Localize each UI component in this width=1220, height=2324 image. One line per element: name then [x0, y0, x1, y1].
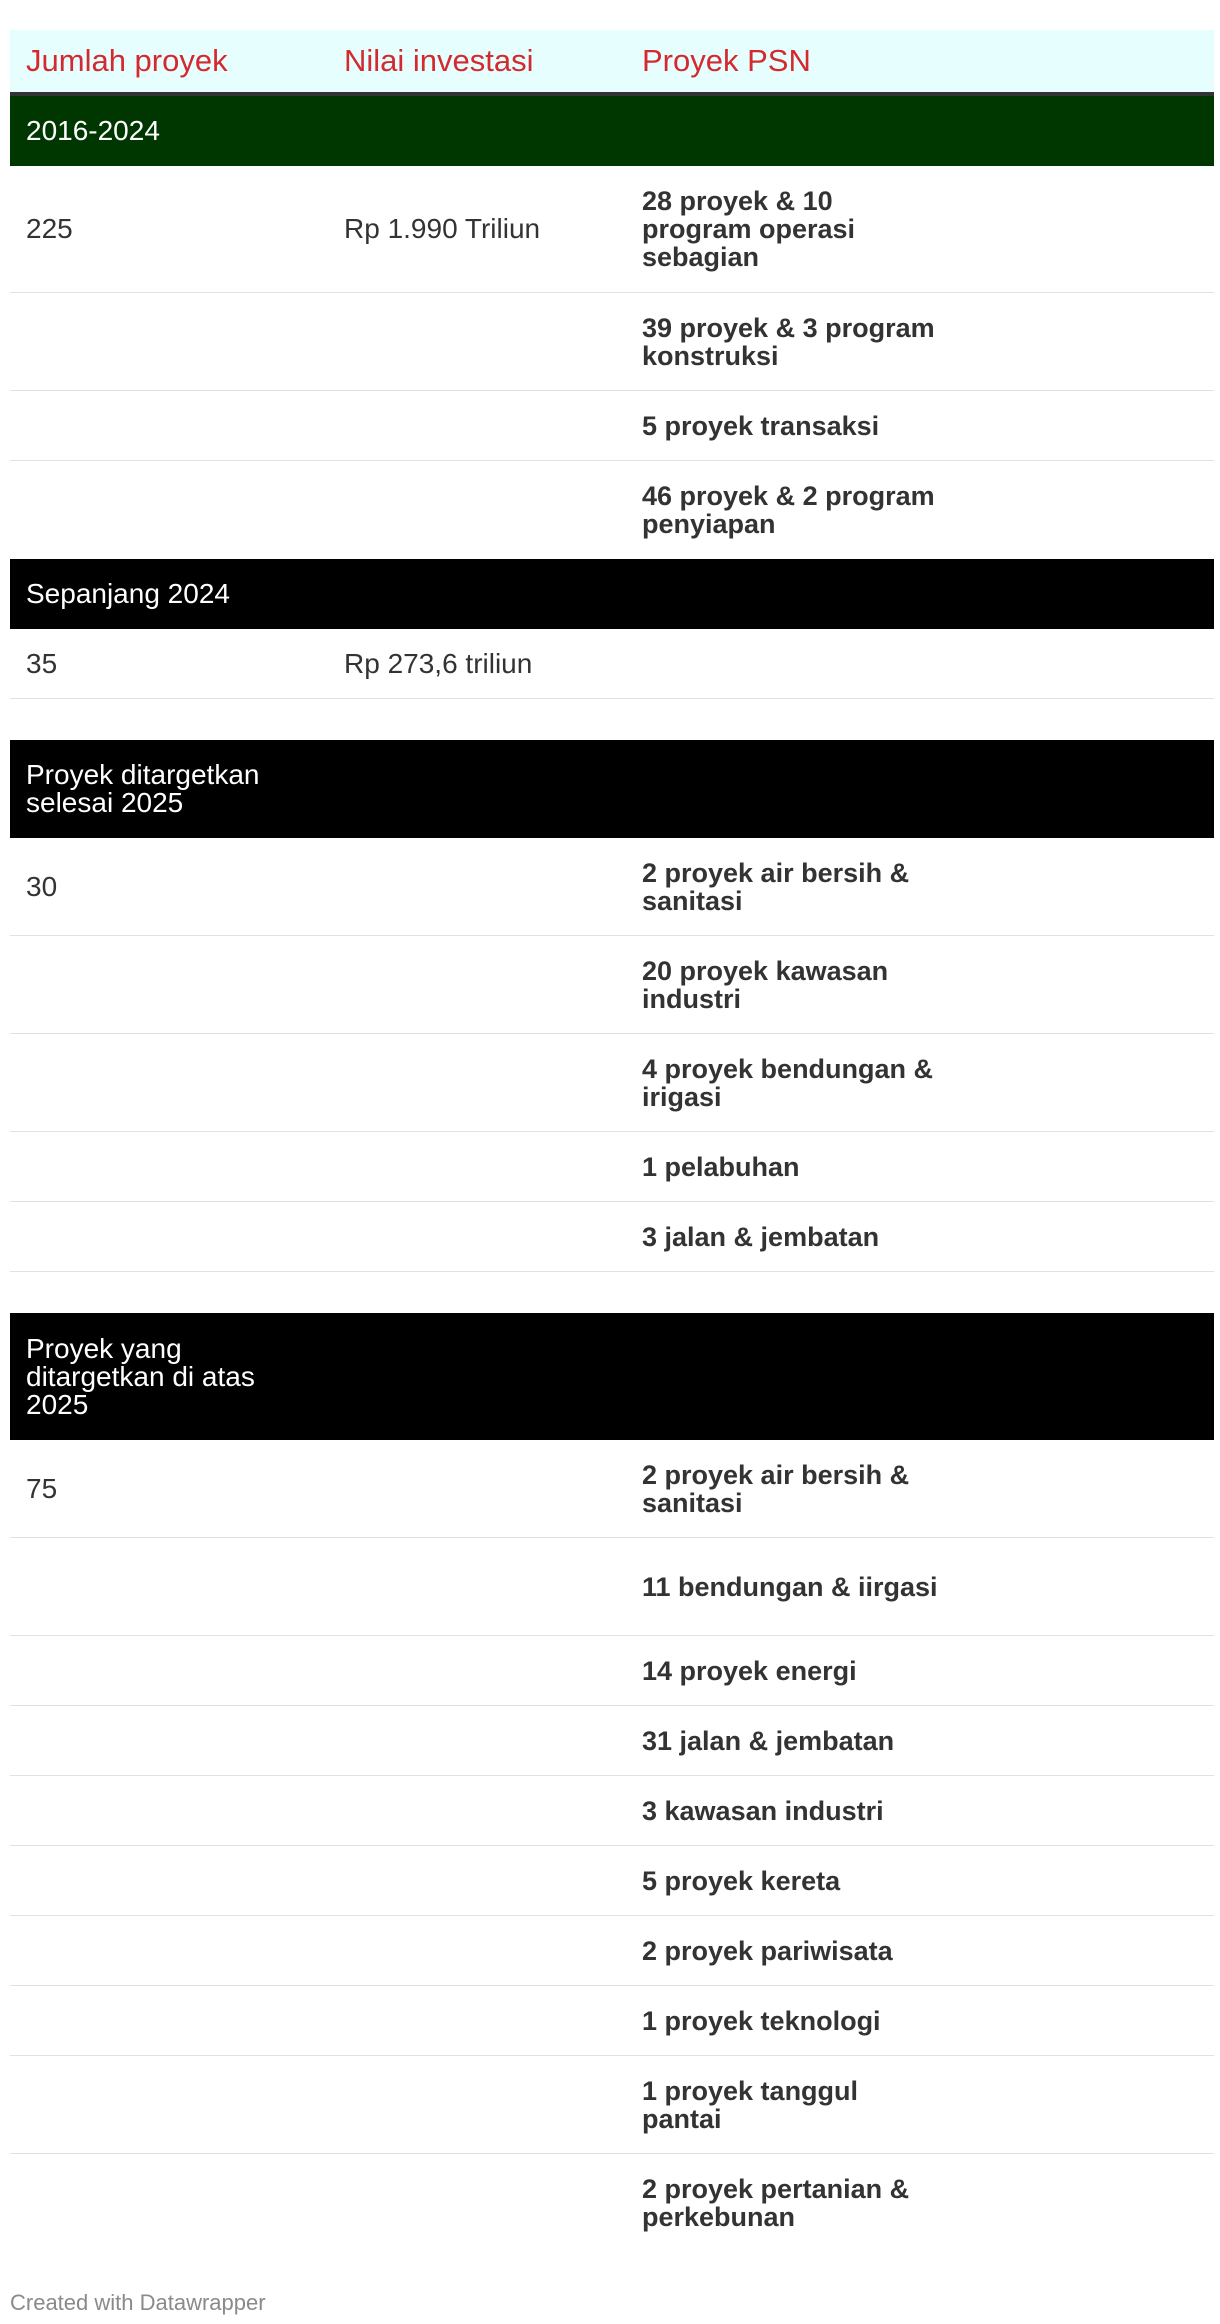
- group-label: 2016-2024: [26, 115, 160, 146]
- group-label: Proyek ditargetkan selesai 2025: [26, 759, 260, 818]
- table-row: [10, 1846, 1214, 1916]
- table-row: [10, 1440, 1214, 1538]
- cell-proyek: 14 proyek energi: [642, 1655, 857, 1686]
- table-row: [10, 1132, 1214, 1202]
- header-nilai-investasi[interactable]: Nilai investasi: [344, 43, 534, 78]
- cell-proyek: 28 proyek & 10 program operasi sebagian: [642, 186, 856, 272]
- table-row: [10, 936, 1214, 1034]
- cell-jumlah: 75: [26, 1472, 58, 1504]
- table-row: [10, 1202, 1214, 1272]
- table-row: [10, 2056, 1214, 2154]
- table-row: [10, 293, 1214, 391]
- footer-credit: Created with Datawrapper: [10, 2290, 266, 2315]
- cell-jumlah: 225: [26, 213, 73, 244]
- table-row: [10, 461, 1214, 559]
- cell-jumlah: 35: [26, 647, 58, 679]
- table-row: [10, 629, 1214, 699]
- header-proyek-psn[interactable]: Proyek PSN: [642, 43, 811, 78]
- table-row: [10, 166, 1214, 293]
- group-label: Sepanjang 2024: [26, 578, 230, 609]
- cell-proyek: 2 proyek pariwisata: [642, 1935, 893, 1966]
- cell-proyek: 4 proyek bendungan & irigasi: [642, 1053, 934, 1112]
- group-row-sepanjang-2024: [10, 559, 1214, 629]
- table-row: [10, 838, 1214, 936]
- table-row: [10, 1538, 1214, 1636]
- cell-proyek: 1 pelabuhan: [642, 1151, 800, 1182]
- table-row: [10, 1776, 1214, 1846]
- cell-proyek: 46 proyek & 2 program penyiapan: [642, 481, 935, 539]
- cell-jumlah: 30: [26, 870, 58, 902]
- cell-proyek: 3 jalan & jembatan: [642, 1221, 880, 1252]
- table-row: [10, 1636, 1214, 1706]
- cell-nilai: Rp 1.990 Triliun: [344, 213, 541, 244]
- cell-nilai: Rp 273,6 triliun: [344, 647, 533, 679]
- cell-proyek: 11 bendungan & iirgasi: [642, 1571, 938, 1602]
- table-row: [10, 1034, 1214, 1132]
- table-row: [10, 1706, 1214, 1776]
- table-row: [10, 2154, 1214, 2252]
- cell-proyek: 2 proyek pertanian & perkebunan: [642, 2174, 910, 2232]
- cell-proyek: 2 proyek air bersih & sanitasi: [642, 1459, 910, 1518]
- group-spacer: [10, 699, 1214, 740]
- cell-proyek: 20 proyek kawasan industri: [642, 955, 889, 1014]
- table-row: [10, 391, 1214, 461]
- cell-proyek: 39 proyek & 3 program konstruksi: [642, 312, 935, 371]
- table-row: [10, 1916, 1214, 1986]
- group-spacer: [10, 1272, 1214, 1313]
- table-header: [10, 30, 1214, 96]
- group-label: Proyek yang ditargetkan di atas 2025: [26, 1332, 255, 1420]
- cell-proyek: 3 kawasan industri: [642, 1795, 884, 1826]
- cell-proyek: 31 jalan & jembatan: [642, 1725, 895, 1756]
- cell-proyek: 5 proyek kereta: [642, 1865, 841, 1896]
- psn-table: [10, 30, 1214, 2252]
- cell-proyek: 1 proyek tanggul pantai: [642, 2075, 859, 2134]
- cell-proyek: 5 proyek transaksi: [642, 410, 880, 441]
- group-row-di-atas-2025: [10, 1313, 1214, 1440]
- cell-proyek: 1 proyek teknologi: [642, 2005, 881, 2036]
- group-row-selesai-2025: [10, 740, 1214, 838]
- cell-proyek: 2 proyek air bersih & sanitasi: [642, 857, 910, 916]
- table-row: [10, 1986, 1214, 2056]
- group-row-2016-2024: [10, 96, 1214, 166]
- header-jumlah-proyek[interactable]: Jumlah proyek: [26, 43, 228, 78]
